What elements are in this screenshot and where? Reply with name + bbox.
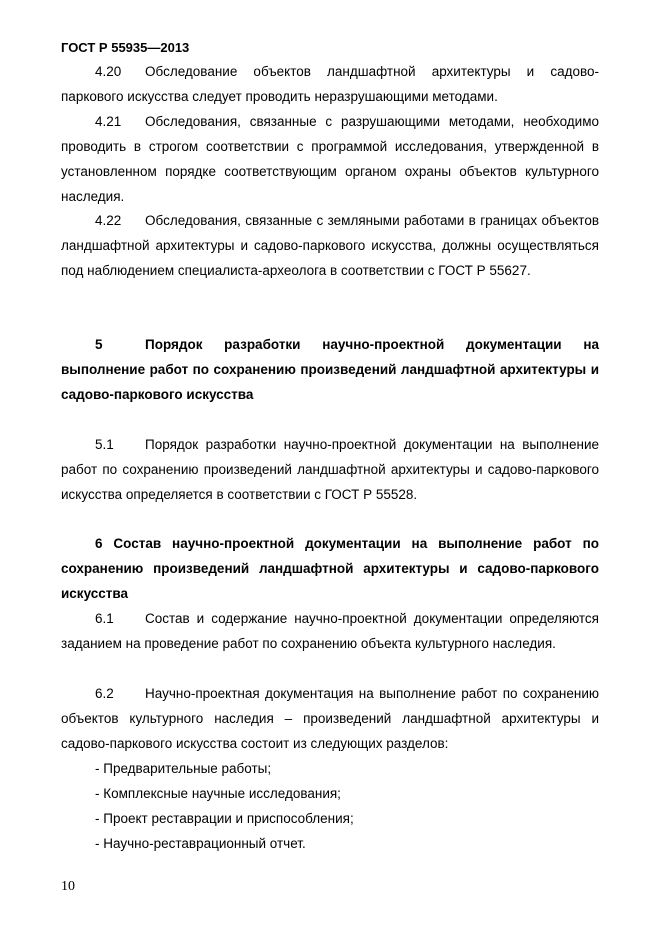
section-number: 5 <box>95 337 103 352</box>
clause-number: 6.1 <box>95 611 114 626</box>
clause-text: Обследования, связанные с земляными работами в границах объектов ландшафтной архитектуры и садово-паркового искусства, должны осуществляться под наблюдением специалиста-археолога в соответствии с ГОСТ Р 55627. <box>61 213 599 278</box>
clause-text: Обследования, связанные с разрушающими методами, необходимо проводить в строгом соответствии с программой исследования, утвержденной в установленном порядке соответствующим органом охраны объектов культурного наследия. <box>61 114 599 204</box>
clause-6-1 <box>61 606 599 656</box>
page-number: 10 <box>61 879 75 894</box>
section-number: 6 <box>95 536 103 551</box>
clause-4-21 <box>61 109 599 209</box>
clause-6-2 <box>61 681 599 756</box>
clause-text: Научно-проектная документация на выполнение работ по сохранению объектов культурного наследия – произведений ландшафтной архитектуры и садово-паркового искусства состоит из следующих разделов: <box>61 686 599 751</box>
clause-number: 6.2 <box>95 686 114 701</box>
list-item: - Комплексные научные исследования; <box>95 786 341 801</box>
clause-4-20 <box>61 59 599 109</box>
clause-number: 5.1 <box>95 437 114 452</box>
clause-4-22 <box>61 208 599 283</box>
clause-5-1 <box>61 432 599 507</box>
clause-number: 4.20 <box>95 64 122 79</box>
section-6-heading <box>61 531 599 606</box>
section-title: Состав научно-проектной документации на выполнение работ по сохранению произведений ландшафтной архитектуры и садово-паркового искусства <box>61 536 599 601</box>
section-5-heading <box>61 332 599 407</box>
clause-number: 4.22 <box>95 213 122 228</box>
clause-text: Обследование объектов ландшафтной архитектуры и садово-паркового искусства следует проводить неразрушающими методами. <box>61 64 599 104</box>
clause-text: Состав и содержание научно-проектной документации определяются заданием на проведение работ по сохранению объекта культурного наследия. <box>61 611 599 651</box>
list-item: - Научно-реставрационный отчет. <box>95 836 306 851</box>
list-item: - Проект реставрации и приспособления; <box>95 811 354 826</box>
sections-list <box>61 756 599 856</box>
clause-text: Порядок разработки научно-проектной документации на выполнение работ по сохранению произведений ландшафтной архитектуры и садово-паркового искусства определяется в соответствии с ГОСТ Р 55528. <box>61 437 599 502</box>
clause-number: 4.21 <box>95 114 122 129</box>
standard-header: ГОСТ Р 55935—2013 <box>61 40 190 55</box>
list-item: - Предварительные работы; <box>95 761 272 776</box>
section-title: Порядок разработки научно-проектной документации на выполнение работ по сохранению произведений ландшафтной архитектуры и садово-паркового искусства <box>61 337 599 402</box>
